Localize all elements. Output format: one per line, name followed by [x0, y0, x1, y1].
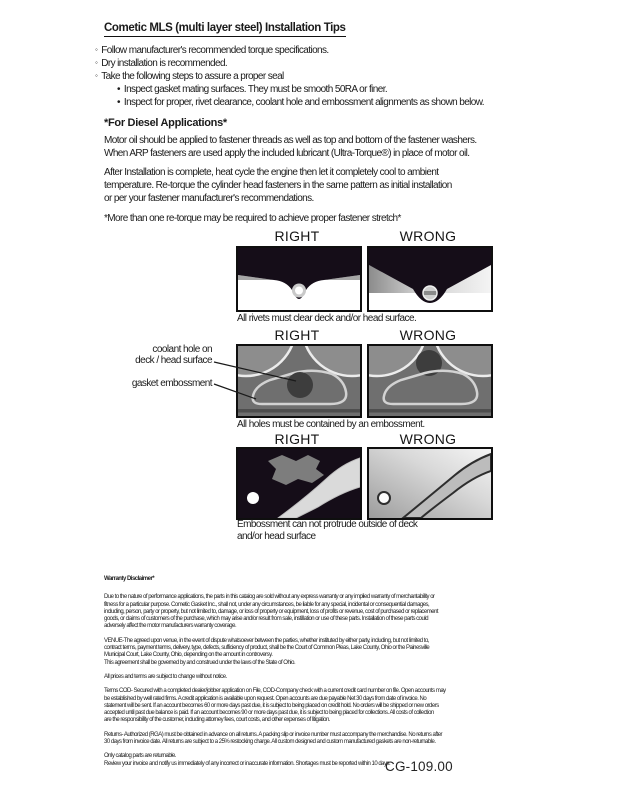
disclaimer-line: Terms COD- Secured with a completed dealer/jobber application on File, COD-Company check with a current credit card number on file. Open accounts may [104, 688, 446, 695]
embossment-wrong-panel [367, 447, 493, 520]
terms-cod-paragraph [104, 688, 524, 724]
coolant-hole-label-line1: coolant hole on [152, 344, 212, 355]
rivet-right-label: RIGHT [274, 228, 320, 244]
tips-list [95, 44, 484, 109]
disclaimer-line: contract terms, payment terms, delivery, type, defects, sufficiency of product, shall be the Court of Common Pleas, Lake County, Ohio or the Painesville [104, 645, 430, 652]
paragraph-line: temperature. Re-torque the cylinder head fasteners in the same pattern as initial installation [104, 180, 452, 191]
holes-wrong-label: WRONG [399, 327, 457, 343]
embossment-wrong-label: WRONG [399, 431, 457, 447]
disclaimer-line: 30 days from invoice date. All returns are subject to a 25% restocking charge. All custom designed and custom manufactured gaskets are non-returnable. [104, 739, 436, 746]
disclaimer-line: accepted until past due balance is paid. If an account becomes 90 or more days past due, it is subject to being placed for collections. All costs of collection [104, 710, 434, 717]
disclaimer-line: VENUE-The agreed upon venue, in the event of dispute whatsoever between the parties, whether instituted by either party, including, but not limited to, [104, 637, 429, 644]
disclaimer-line: Due to the nature of performance applications, the parts in this catalog are sold without any express warranty or any implied warranty of merchantability or [104, 594, 435, 601]
holes-wrong-panel [367, 344, 493, 418]
doc-number: CG-109.00 [385, 759, 453, 774]
disclaimer-line: statement will be sent. If an account becomes 60 or more days past due, it is subject to being placed on credit hold. No orders will be shipped or new orders [104, 702, 439, 709]
embossment-caption [237, 519, 417, 542]
returns-paragraph [104, 732, 524, 747]
warranty-disclaimer [104, 576, 524, 775]
gasket-embossment-label: gasket embossment [131, 378, 212, 389]
holes-right-panel [236, 344, 362, 418]
embossment-wrong-illustration [369, 449, 491, 518]
disclaimer-line: Municipal Court, Lake County, Ohio, depending on the amount in controversy. [104, 652, 273, 659]
paragraph-line: or per your fastener manufacturer's recommendations. [104, 193, 314, 204]
tip-sub-bullets [95, 83, 484, 109]
warranty-heading: Warranty Disclaimer* [104, 576, 155, 582]
disclaimer-line: Only catalog parts are returnable. [104, 753, 177, 760]
page-title: Cometic MLS (multi layer steel) Installation Tips [104, 22, 346, 37]
coolant-hole-label [100, 344, 212, 366]
catalog-parts-paragraph [104, 753, 524, 768]
holes-right-illustration [238, 346, 360, 416]
embossment-right-label: RIGHT [274, 431, 320, 447]
disclaimer-line: All prices and terms are subject to change without notice. [104, 673, 227, 680]
retorque-note: *More than one re-torque may be required to achieve proper fastener stretch* [104, 213, 401, 224]
rivet-wrong-label: WRONG [399, 228, 457, 244]
prices-paragraph [104, 674, 524, 681]
embossment-right-illustration [238, 449, 360, 518]
disclaimer-line: fitness for a particular purpose. Cometic Gasket Inc., shall not, under any circumstances, be liable for any special, incidental or consequential damages, [104, 601, 430, 608]
disclaimer-line: goods, or claims of customers of the purchase, which may arise and/or result from sale, instillation or use of these parts. Installation of these parts could [104, 616, 429, 623]
rivet-wrong-illustration [369, 248, 491, 310]
holes-caption: All holes must be contained by an embossment. [237, 419, 425, 430]
coolant-hole-label-line2: deck / head surface [135, 355, 212, 366]
tip-bullet-item: ◦ Take the following steps to assure a proper seal [95, 70, 484, 83]
paragraph-line: Motor oil should be applied to fastener threads as well as top and bottom of the fastener washers. [104, 135, 477, 146]
disclaimer-line: are the responsibility of the customer, including attorney fees, court costs, and other expenses of litigation. [104, 717, 330, 724]
tip-sub-bullet-item: • Inspect gasket mating surfaces. They must be smooth 50RA or finer. [117, 83, 484, 96]
warranty-paragraph [104, 594, 524, 630]
disclaimer-line: be established by well rated firms. A credit application is available upon request. Open accounts are due payable Net 30 days from date of invoice. No [104, 695, 427, 702]
embossment-caption-line2: and/or head surface [237, 530, 316, 542]
tip-bullets [95, 44, 484, 83]
diesel-heading: *For Diesel Applications* [104, 117, 227, 129]
disclaimer-line: Review your invoice and notify us immediately of any incorrect or inaccurate information. Shortages must be reported within 10 days. [104, 760, 391, 767]
embossment-caption-line1: Embossment can not protrude outside of deck [237, 519, 418, 530]
paragraph-line: After Installation is complete, heat cycle the engine then let it completely cool to ambient [104, 167, 439, 178]
disclaimer-line: adversely affect the motor manufacturers warranty coverage. [104, 623, 237, 630]
disclaimer-line: including, person, party or property, but not limited to, damage, or loss of property or equipment, loss of profits or revenue, cost of purchased or replacement [104, 608, 439, 615]
rivet-wrong-panel [367, 246, 493, 312]
tip-bullet-item: ◦ Dry installation is recommended. [95, 57, 484, 70]
diesel-paragraph-2 [104, 166, 452, 205]
disclaimer-line: Returns- Authorized (RGA) must be obtained in advance on all returns. A packing slip or invoice number must accompany the merchandise. No returns after [104, 731, 443, 738]
disclaimer-line: This agreement shall be governed by and construed under the laws of the State of Ohio. [104, 659, 296, 666]
holes-wrong-illustration [369, 346, 491, 416]
rivet-right-panel [236, 246, 362, 312]
embossment-right-panel [236, 447, 362, 520]
rivet-caption: All rivets must clear deck and/or head surface. [237, 313, 417, 324]
paragraph-line: When ARP fasteners are used apply the included lubricant (Ultra-Torque®) in place of motor oil. [104, 148, 470, 159]
tip-sub-bullet-item: • Inspect for proper, rivet clearance, coolant hole and embossment alignments as shown below. [117, 96, 484, 109]
venue-paragraph [104, 638, 524, 667]
rivet-right-illustration [238, 248, 360, 310]
diesel-paragraph-1 [104, 134, 477, 160]
tip-bullet-item: ◦ Follow manufacturer's recommended torque specifications. [95, 44, 484, 57]
holes-right-label: RIGHT [274, 327, 320, 343]
